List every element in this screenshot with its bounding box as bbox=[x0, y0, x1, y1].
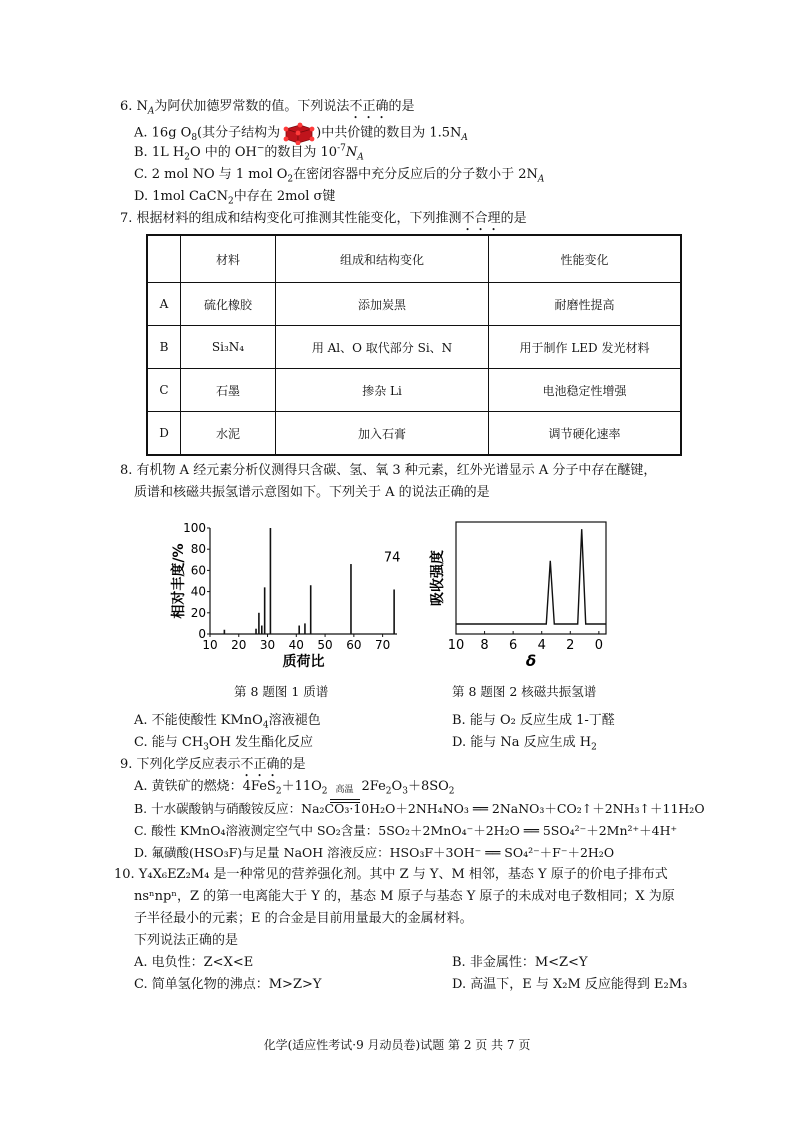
y-axis-label: 吸收强度 bbox=[430, 550, 446, 606]
table-header-row: 材料 组成和结构变化 性能变化 bbox=[147, 235, 681, 283]
x-tick-label: 10 bbox=[447, 638, 465, 653]
q10-option-d: D. 高温下，E 与 X₂M 反应能得到 E₂M₃ bbox=[452, 977, 688, 992]
table-row: D 水泥 加入石膏 调节硬化速率 bbox=[147, 412, 681, 456]
y-tick-label: 40 bbox=[190, 584, 206, 599]
x-tick-label: 70 bbox=[374, 638, 391, 652]
q6-option-d: D. 1mol CaCN$_2$中存在 2mol σ键 bbox=[134, 189, 336, 207]
page-footer: 化学(适应性考试·9 月动员卷)试题 第 2 页 共 7 页 bbox=[263, 1038, 531, 1052]
figure-caption-2: 第 8 题图 2 核磁共振氢谱 bbox=[452, 684, 597, 699]
x-tick-label: 4 bbox=[537, 638, 546, 653]
q10-stem-line2: nsⁿnpⁿ，Z 的第一电离能大于 Y 的，基态 M 原子与基态 Y 原子的未成对电子数相同；X 为原 bbox=[134, 889, 675, 904]
q8-option-b: B. 能与 O₂ 反应生成 1-丁醛 bbox=[452, 713, 615, 728]
s8-molecule-icon bbox=[280, 121, 316, 145]
x-axis-label: δ bbox=[525, 652, 537, 670]
q8-option-d: D. 能与 Na 反应生成 $H_2$ bbox=[452, 735, 597, 753]
q9-option-a: A. 黄铁矿的燃烧：$4FeS_2+11O_2$ 高温 $2Fe_2O_3+8SO_2$ bbox=[134, 778, 455, 796]
q8-option-a: A. 不能使酸性 KMnO$_4$溶液褪色 bbox=[134, 713, 321, 731]
q6-option-b: B. 1L $H_2O$ 中的 OH−的数目为 $10^{-7}N_A$ bbox=[134, 143, 364, 163]
q10-option-a: A. 电负性：Z<X<E bbox=[134, 955, 254, 970]
q9-option-b: B. 十水碳酸钠与硝酸铵反应：Na₂CO₃·10H₂O＋2NH₄NO₃ ══ 2NaNO₃＋CO₂↑＋2NH₃↑＋11H₂O bbox=[134, 801, 705, 816]
q7-materials-table bbox=[146, 234, 682, 456]
x-tick-label: 60 bbox=[346, 638, 362, 652]
x-axis-label: 质荷比 bbox=[282, 654, 325, 670]
q10-stem-line1: 10. Y₄X₆EZ₂M₄ 是一种常见的营养强化剂。其中 Z 与 Y、M 相邻，基态 Y 原子的价电子排布式 bbox=[114, 867, 668, 882]
x-tick-label: 20 bbox=[231, 638, 247, 652]
x-tick-label: 0 bbox=[594, 638, 603, 653]
x-tick-label: 8 bbox=[480, 638, 489, 653]
q10-option-c: C. 简单氢化物的沸点：M>Z>Y bbox=[134, 977, 322, 992]
q9-option-d: D. 氟磺酸(HSO₃F)与足量 NaOH 溶液反应：HSO₃F＋3OH⁻ ══ SO₄²⁻＋F⁻＋2H₂O bbox=[134, 845, 615, 860]
q7-stem: 7. 根据材料的组成和结构变化可推测其性能变化，下列推测不合理的是 bbox=[120, 211, 527, 226]
q6-option-c: C. 2 mol NO 与 1 mol $O_2$在密闭容器中充分反应后的分子数小于 $2N_A$ bbox=[134, 167, 545, 185]
y-tick-label: 100 bbox=[183, 521, 206, 535]
q6-option-a: A. 16g $O_8$(其分子结构为 )中共价键的数目为 $1.5N_A$ bbox=[134, 121, 468, 145]
nmr-spectrum-chart bbox=[428, 516, 608, 676]
x-tick-label: 2 bbox=[566, 638, 575, 653]
y-tick-label: 80 bbox=[190, 542, 206, 557]
x-tick-label: 30 bbox=[259, 638, 276, 652]
q10-option-b: B. 非金属性：M<Z<Y bbox=[452, 955, 588, 970]
peak-annotation: 74 bbox=[383, 550, 401, 566]
x-tick-label: 6 bbox=[509, 638, 518, 653]
q8-stem-line2: 质谱和核磁共振氢谱示意图如下。下列关于 A 的说法正确的是 bbox=[134, 485, 490, 500]
figure-caption-1: 第 8 题图 1 质谱 bbox=[234, 684, 329, 699]
mass-spectrum-chart bbox=[165, 516, 405, 676]
q10-stem-line4: 下列说法正确的是 bbox=[134, 933, 239, 948]
q6-stem: 6. $N_A$为阿伏加德罗常数的值。下列说法不正确的是 bbox=[120, 99, 415, 117]
q9-stem: 9. 下列化学反应表示不正确的是 bbox=[120, 757, 306, 772]
spectrum-line bbox=[456, 529, 606, 624]
q10-stem-line3: 子半径最小的元素；E 的合金是目前用量最大的金属材料。 bbox=[134, 911, 473, 926]
x-tick-label: 10 bbox=[202, 638, 218, 652]
x-tick-label: 40 bbox=[288, 638, 304, 652]
x-tick-label: 50 bbox=[317, 638, 333, 652]
q8-stem-line1: 8. 有机物 A 经元素分析仪测得只含碳、氢、氧 3 种元素，红外光谱显示 A 分子中存在醚键， bbox=[120, 463, 657, 478]
y-tick-label: 0 bbox=[198, 627, 206, 641]
y-axis-label: 相对丰度/% bbox=[171, 543, 187, 619]
q8-option-c: C. 能与 $CH_3OH$ 发生酯化反应 bbox=[134, 735, 314, 753]
y-tick-label: 20 bbox=[190, 605, 206, 620]
y-tick-label: 60 bbox=[190, 563, 206, 578]
q9-option-c: C. 酸性 KMnO₄溶液测定空气中 SO₂含量：5SO₂＋2MnO₄⁻＋2H₂O ══ 5SO₄²⁻＋2Mn²⁺＋4H⁺ bbox=[134, 823, 678, 838]
table-row: B Si₃N₄ 用 Al、O 取代部分 Si、N 用于制作 LED 发光材料 bbox=[147, 326, 681, 369]
table-row: C 石墨 掺杂 Li 电池稳定性增强 bbox=[147, 369, 681, 412]
table-row: A 硫化橡胶 添加炭黑 耐磨性提高 bbox=[147, 283, 681, 326]
